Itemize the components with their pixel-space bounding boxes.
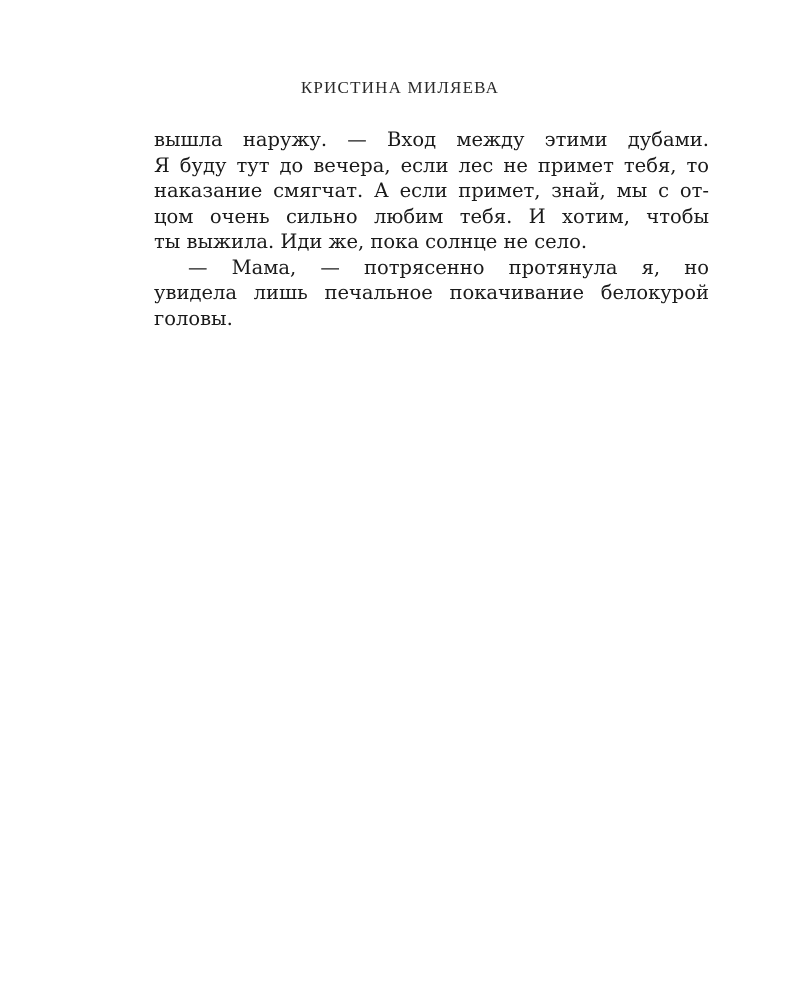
text-line: головы.: [154, 306, 233, 330]
text-line: ты выжила. Иди же, пока солнце не село.: [154, 230, 588, 253]
running-head-author: КРИСТИНА МИЛЯЕВА: [300, 78, 500, 97]
text-line: цом очень сильно любим тебя. И хотим, чтобы: [154, 204, 709, 228]
text-line: наказание смягчат. А если примет, знай, мы с от-: [154, 179, 709, 202]
body-text: [154, 127, 709, 331]
text-line: — Мама, — потрясенно протянула я, но: [188, 255, 709, 279]
text-line: вышла наружу. — Вход между этими дубами.: [154, 128, 709, 151]
text-line: увидела лишь печальное покачивание белокурой: [154, 281, 709, 304]
text-line: Я буду тут до вечера, если лес не примет тебя, то: [154, 153, 709, 177]
